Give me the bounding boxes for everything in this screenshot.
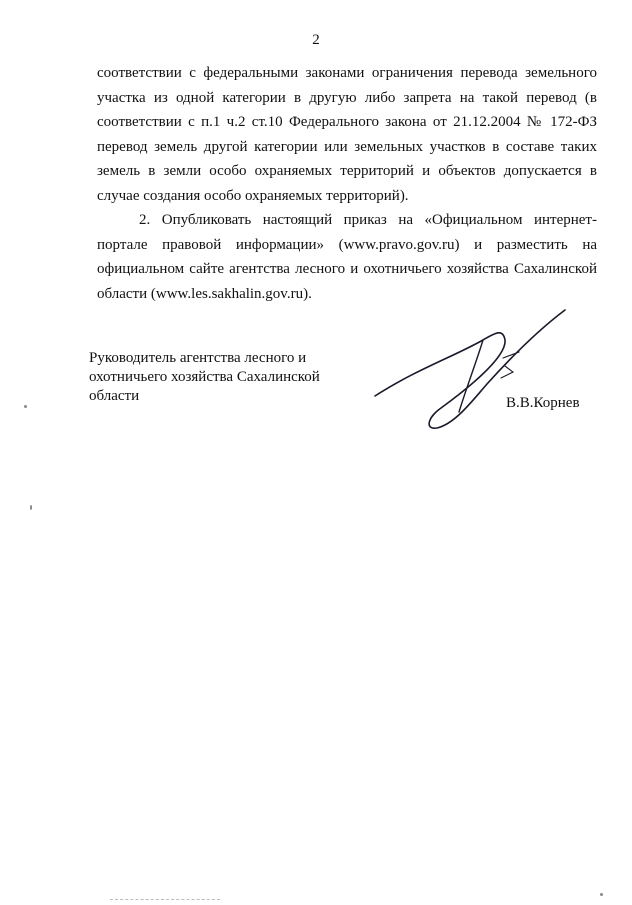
signatory-name: В.В.Корнев — [506, 395, 580, 411]
scan-speck — [24, 405, 27, 408]
paragraph-1: соответствии с федеральными законами ограничения перевода земельного участка из одной категории в другую либо запрета на такой перевод (в соответствии с п.1 ч.2 ст.10 Федерального закона от 21.12.2004 № 172-ФЗ перевод земель другой категории или земельных участков в составе таких земель в земли особо охраняемых территорий и объектов допускается в случае создания особо охраняемых территорий). — [97, 65, 597, 204]
signatory-title-line: охотничьего хозяйства Сахалинской — [89, 369, 320, 385]
scan-speck — [600, 893, 603, 896]
signatory-title-line: Руководитель агентства лесного и — [89, 350, 307, 366]
signatory-title-line: области — [89, 388, 140, 404]
handwritten-signature — [355, 300, 585, 440]
signatory-title — [89, 349, 349, 406]
scan-artifact-line — [110, 899, 220, 903]
scan-speck — [30, 505, 32, 510]
page-number: 2 — [312, 32, 320, 48]
paragraph-2: 2. Опубликовать настоящий приказ на «Официальном интернет-портале правовой информации» (www.pravo.gov.ru) и разместить на официальном сайте агентства лесного и охотничьего хозяйства Сахалинской области (www.les.sakhalin.gov.ru). — [97, 212, 597, 302]
